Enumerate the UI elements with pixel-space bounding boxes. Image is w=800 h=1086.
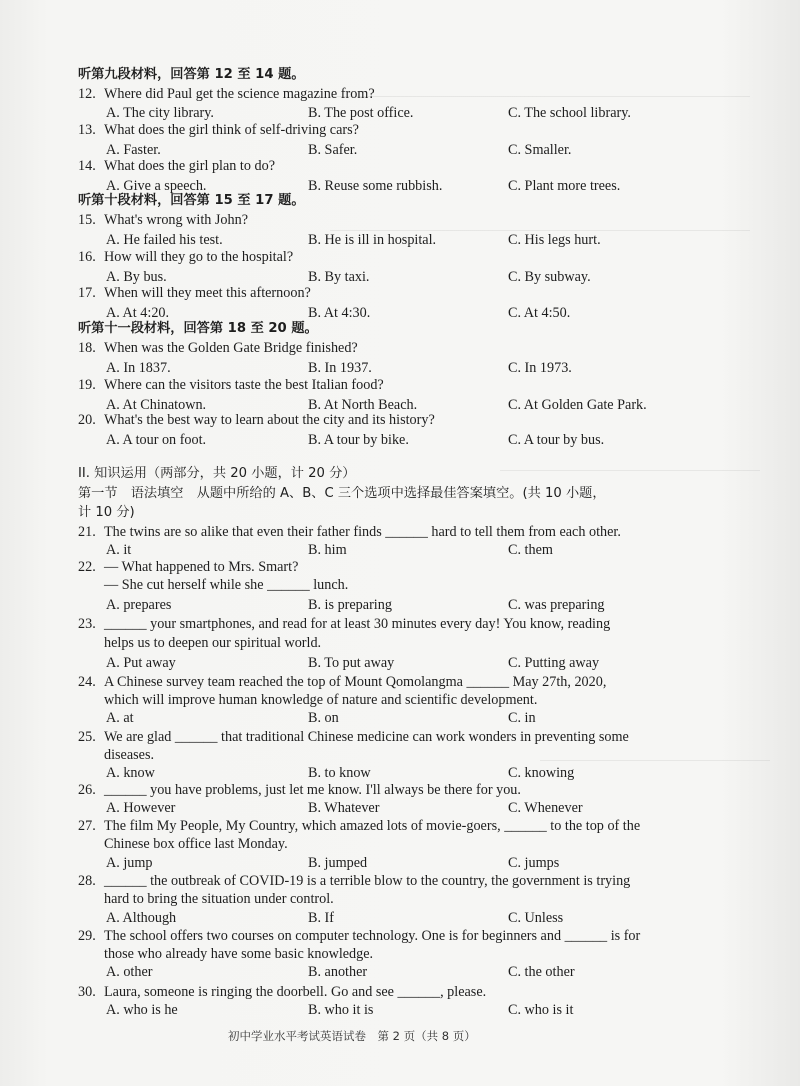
answer-option: A. Put away [106, 655, 176, 671]
question-stem [78, 85, 375, 103]
question-number: 24. [78, 674, 96, 690]
answer-option: C. By subway. [508, 269, 591, 285]
question-text: — What happened to Mrs. Smart? [104, 559, 299, 575]
answer-option: B. jumped [308, 855, 368, 871]
answer-option: A. other [106, 964, 153, 980]
question-stem [78, 673, 606, 691]
question-text: ______ you have problems, just let me know. I'll always be there for you. [104, 782, 521, 798]
question-text: hard to bring the situation under control. [104, 891, 334, 907]
question-text: ______ your smartphones, and read for at least 30 minutes every day! You know, reading [104, 616, 611, 632]
question-text: The twins are so alike that even their father finds ______ hard to tell them from each other. [104, 524, 621, 540]
answer-option: B. on [308, 710, 339, 726]
answer-option: C. A tour by bus. [508, 432, 605, 448]
answer-option: C. knowing [508, 765, 575, 781]
section-heading: 听第十段材料，回答第 15 至 17 题。 [78, 193, 305, 208]
question-text: those who already have some basic knowledge. [104, 946, 374, 962]
question-text: — She cut herself while she ______ lunch. [104, 577, 349, 593]
question-stem [78, 983, 486, 1001]
question-stem [78, 157, 275, 175]
answer-option: C. Plant more trees. [508, 178, 621, 194]
answer-option: C. in [508, 710, 536, 726]
answer-option: B. is preparing [308, 597, 392, 613]
answer-option: B. who it is [308, 1002, 374, 1018]
question-number: 14. [78, 158, 96, 174]
answer-option: C. who is it [508, 1002, 574, 1018]
answer-option: C. Whenever [508, 800, 583, 816]
answer-option: A. In 1837. [106, 360, 171, 376]
question-number: 30. [78, 984, 96, 1000]
answer-option: A. He failed his test. [106, 232, 223, 248]
question-text: Where can the visitors taste the best Italian food? [104, 377, 384, 393]
question-stem [78, 339, 358, 357]
answer-option: A. Give a speech. [106, 178, 207, 194]
answer-option: C. the other [508, 964, 575, 980]
question-text: which will improve human knowledge of nature and scientific development. [104, 692, 538, 708]
answer-option: A. Although [106, 910, 177, 926]
question-number: 20. [78, 412, 96, 428]
question-text: A Chinese survey team reached the top of Mount Qomolangma ______ May 27th, 2020, [104, 674, 607, 690]
answer-option: C. His legs hurt. [508, 232, 601, 248]
answer-option: B. another [308, 964, 368, 980]
question-text: What's the best way to learn about the city and its history? [104, 412, 435, 428]
section-heading: 计 10 分) [78, 505, 135, 520]
answer-option: B. Whatever [308, 800, 380, 816]
question-stem [78, 211, 248, 229]
answer-option: A. at [106, 710, 134, 726]
answer-option: A. jump [106, 855, 153, 871]
question-text: The film My People, My Country, which amazed lots of movie-goers, ______ to the top of the [104, 818, 641, 834]
answer-option: A. prepares [106, 597, 172, 613]
answer-option: C. At Golden Gate Park. [508, 397, 647, 413]
answer-option: A. A tour on foot. [106, 432, 207, 448]
question-text: What does the girl think of self-driving cars? [104, 122, 359, 138]
question-text: How will they go to the hospital? [104, 249, 294, 265]
answer-option: C. was preparing [508, 597, 605, 613]
question-number: 17. [78, 285, 96, 301]
question-number: 26. [78, 782, 96, 798]
question-stem [78, 817, 640, 835]
question-text: What does the girl plan to do? [104, 158, 275, 174]
question-text: When was the Golden Gate Bridge finished? [104, 340, 358, 356]
question-stem [78, 523, 621, 541]
answer-option: B. him [308, 542, 347, 558]
question-text: When will they meet this afternoon? [104, 285, 311, 301]
answer-option: A. At Chinatown. [106, 397, 207, 413]
answer-option: A. know [106, 765, 155, 781]
answer-option: B. In 1937. [308, 360, 372, 376]
question-stem [78, 728, 629, 746]
answer-option: B. By taxi. [308, 269, 370, 285]
answer-option: B. If [308, 910, 335, 926]
answer-option: A. Faster. [106, 142, 161, 158]
question-stem [78, 927, 640, 945]
question-stem [78, 872, 630, 890]
question-number: 29. [78, 928, 96, 944]
question-number: 28. [78, 873, 96, 889]
answer-option: B. The post office. [308, 105, 414, 121]
answer-option: A. However [106, 800, 176, 816]
section-heading: II. 知识运用（两部分，共 20 小题，计 20 分） [78, 466, 356, 481]
question-number: 15. [78, 212, 96, 228]
question-stem [78, 284, 311, 302]
answer-option: A. By bus. [106, 269, 167, 285]
question-number: 27. [78, 818, 96, 834]
question-number: 19. [78, 377, 96, 393]
answer-option: C. Smaller. [508, 142, 572, 158]
question-text: What's wrong with John? [104, 212, 249, 228]
question-stem [78, 781, 521, 799]
question-text: helps us to deepen our spiritual world. [104, 635, 322, 651]
question-stem [78, 558, 298, 576]
answer-option: C. In 1973. [508, 360, 572, 376]
question-text: diseases. [104, 747, 155, 763]
answer-option: B. Reuse some rubbish. [308, 178, 443, 194]
answer-option: C. them [508, 542, 553, 558]
question-text: The school offers two courses on computer technology. One is for beginners and ______ is for [104, 928, 641, 944]
answer-option: A. The city library. [106, 105, 214, 121]
question-stem [78, 615, 610, 633]
answer-option: C. jumps [508, 855, 560, 871]
section-heading: 听第十一段材料，回答第 18 至 20 题。 [78, 321, 318, 336]
question-number: 18. [78, 340, 96, 356]
answer-option: B. He is ill in hospital. [308, 232, 437, 248]
answer-option: C. At 4:50. [508, 305, 571, 321]
answer-option: C. Unless [508, 910, 564, 926]
question-text: ______ the outbreak of COVID-19 is a terrible blow to the country, the government is trying [104, 873, 631, 889]
page-footer: 初中学业水平考试英语试卷 第 2 页（共 8 页） [228, 1029, 476, 1043]
section-heading: 听第九段材料，回答第 12 至 14 题。 [78, 67, 305, 82]
answer-option: C. Putting away [508, 655, 600, 671]
question-number: 13. [78, 122, 96, 138]
question-text: We are glad ______ that traditional Chinese medicine can work wonders in preventing some [104, 729, 629, 745]
question-number: 25. [78, 729, 96, 745]
answer-option: A. who is he [106, 1002, 178, 1018]
answer-option: B. At North Beach. [308, 397, 418, 413]
section-heading: 第一节 语法填空 从题中所给的 A、B、C 三个选项中选择最佳答案填空。(共 10 小题， [78, 486, 606, 501]
answer-option: B. A tour by bike. [308, 432, 409, 448]
question-number: 23. [78, 616, 96, 632]
question-stem [78, 376, 384, 394]
question-stem [78, 411, 435, 429]
question-text: Laura, someone is ringing the doorbell. Go and see ______, please. [104, 984, 487, 1000]
answer-option: B. to know [308, 765, 371, 781]
answer-option: B. At 4:30. [308, 305, 371, 321]
question-number: 21. [78, 524, 96, 540]
answer-option: B. Safer. [308, 142, 358, 158]
answer-option: C. The school library. [508, 105, 631, 121]
question-number: 16. [78, 249, 96, 265]
answer-option: B. To put away [308, 655, 395, 671]
question-stem [78, 121, 359, 139]
answer-option: A. At 4:20. [106, 305, 170, 321]
question-number: 22. [78, 559, 96, 575]
question-text: Chinese box office last Monday. [104, 836, 288, 852]
question-number: 12. [78, 86, 96, 102]
answer-option: A. it [106, 542, 132, 558]
question-stem [78, 248, 293, 266]
question-text: Where did Paul get the science magazine from? [104, 86, 375, 102]
